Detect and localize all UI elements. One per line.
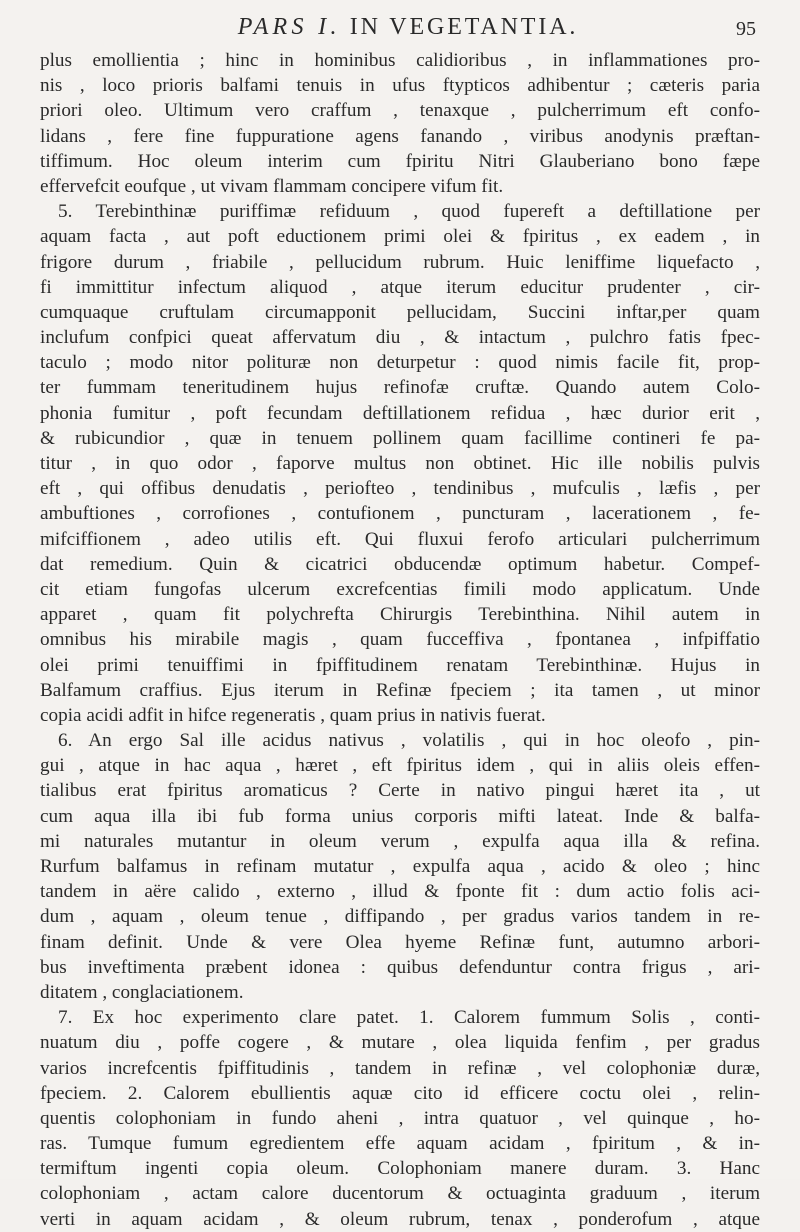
text-line: plus emollientia ; hinc in hominibus calidioribus , in inflammationes pro- xyxy=(40,50,760,71)
text-line: varios increfcentis fpiffitudinis , tandem in refinæ , vel colophoniæ duræ, xyxy=(40,1057,760,1079)
text-line: nis , loco prioris balfami tenuis in ufus ftypticos adhibentur ; cæteris paria xyxy=(40,75,760,97)
text-line: mifciffionem , adeo utilis eft. Qui fluxui ferofo articulari pulcherrimum xyxy=(40,528,760,550)
text-line: cit etiam fungofas ulcerum excrefcentias fimili modo applicatum. Unde xyxy=(40,578,760,600)
text-line: apparet , quam fit polychrefta Chirurgis Terebinthina. Nihil autem in xyxy=(40,604,760,626)
text-line: 5. Terebinthinæ puriffimæ refiduum , quod fupereft a deftillatione per xyxy=(58,201,760,223)
text-line: taculo ; modo nitor polituræ non deturpetur : quod nimis facile fit, prop- xyxy=(40,352,760,374)
text-line: priori oleo. Ultimum vero craffum , tenaxque , pulcherrimum eft confo- xyxy=(40,100,760,122)
text-line: copia acidi adfit in hifce regeneratis , quam prius in nativis fuerat. xyxy=(40,704,546,726)
text-line: termiftum ingenti copia oleum. Colophoniam manere duram. 3. Hanc xyxy=(40,1158,760,1180)
text-line: aquam facta , aut poft eductionem primi olei & fpiritus , ex eadem , in xyxy=(40,226,760,248)
text-line: bus inveftimenta præbent idonea : quibus defenduntur contra frigus , ari- xyxy=(40,956,760,978)
text-line: ambuftiones , corrofiones , contufionem , puncturam , lacerationem , fe- xyxy=(40,503,760,525)
text-line: ter fummam teneritudinem hujus refinofæ cruftæ. Quando autem Colo- xyxy=(40,377,760,399)
text-line: eft , qui offibus denudatis , periofteo , tendinibus , mufculis , læfis , per xyxy=(40,478,760,500)
text-line: fi immittitur infectum aliquod , atque iterum educitur prudenter , cir- xyxy=(40,276,760,298)
text-line: cum aqua illa ibi fub forma unius corporis mifti lateat. Inde & balfa- xyxy=(40,805,760,827)
text-line: ditatem , conglaciationem. xyxy=(40,981,244,1003)
running-title xyxy=(60,14,756,41)
text-line: phonia fumitur , poft fecundam deftillationem refidua , hæc durior erit , xyxy=(40,402,760,424)
page-number: 95 xyxy=(736,18,756,40)
text-line: 6. An ergo Sal ille acidus nativus , volatilis , qui in hoc oleofo , pin- xyxy=(58,730,760,752)
text-line: ras. Tumque fumum egredientem effe aquam acidam , fpiritum , & in- xyxy=(40,1133,760,1155)
part-label: PARS I. xyxy=(237,14,341,40)
section-title: IN VEGETANTIA. xyxy=(349,14,579,40)
text-line: tandem in aëre calido , externo , illud & fponte fit : dum actio folis aci- xyxy=(40,881,760,903)
body-text xyxy=(40,48,760,1232)
text-line: titur , in quo odor , faporve multus non obtinet. Hic ille nobilis pulvis xyxy=(40,453,760,474)
text-line: Rurfum balfamus in refinam mutatur , expulfa aqua , acido & oleo ; hinc xyxy=(40,856,760,877)
text-line: verti in aquam acidam , & oleum rubrum, tenax , ponderofum , atque xyxy=(40,1208,760,1230)
text-line: mi naturales mutantur in oleum verum , expulfa aqua illa & refina. xyxy=(40,830,760,852)
text-line: lidans , fere fine fuppuratione agens fanando , viribus anodynis præftan- xyxy=(40,125,760,147)
text-line: finam definit. Unde & vere Olea hyeme Refinæ funt, autumno arbori- xyxy=(40,931,760,953)
text-line: 7. Ex hoc experimento clare patet. 1. Calorem fummum Solis , conti- xyxy=(58,1007,760,1029)
text-line: frigore durum , friabile , pellucidum rubrum. Huic leniffime liquefacto , xyxy=(40,251,760,273)
text-line: tiffimum. Hoc oleum interim cum fpiritu Nitri Glauberiano bono fæpe xyxy=(40,150,760,172)
text-line: nuatum diu , poffe cogere , & mutare , olea liquida fenfim , per gradus xyxy=(40,1032,760,1054)
text-line: cumquaque cruftulam circumapponit pellucidam, Succini inftar,per quam xyxy=(40,301,760,323)
text-line: dat remedium. Quin & cicatrici obducendæ optimum habetur. Compef- xyxy=(40,553,760,575)
text-line: omnibus his mirabile magis , quam fucceffiva , fpontanea , infpiffatio xyxy=(40,629,760,651)
text-line: fpeciem. 2. Calorem ebullientis aquæ cito id efficere coctu olei , relin- xyxy=(40,1082,760,1104)
text-line: olei primi tenuiffimi in fpiffitudinem renatam Terebinthinæ. Hujus in xyxy=(40,654,760,676)
text-line: inclufum confpici queat affervatum diu , & intactum , pulchro fatis fpec- xyxy=(40,327,760,349)
text-line: dum , aquam , oleum tenue , diffipando , per gradus varios tandem in re- xyxy=(40,906,760,928)
text-line: gui , atque in hac aqua , hæret , eft fpiritus idem , qui in aliis oleis effen- xyxy=(40,755,760,777)
text-line: tialibus erat fpiritus aromaticus ? Certe in nativo pingui hæret ita , ut xyxy=(40,780,760,802)
running-header xyxy=(60,10,756,44)
text-line: effervefcit eoufque , ut vivam flammam concipere vifum fit. xyxy=(40,175,504,197)
text-line: & rubicundior , quæ in tenuem pollinem quam facillime contineri fe pa- xyxy=(40,427,760,449)
text-line: colophoniam , actam calore ducentorum & octuaginta graduum , iterum xyxy=(40,1183,760,1205)
text-line: Balfamum craffius. Ejus iterum in Refinæ fpeciem ; ita tamen , ut minor xyxy=(40,679,760,701)
text-line: quentis colophoniam in fundo aheni , intra quatuor , vel quinque , ho- xyxy=(40,1107,760,1129)
